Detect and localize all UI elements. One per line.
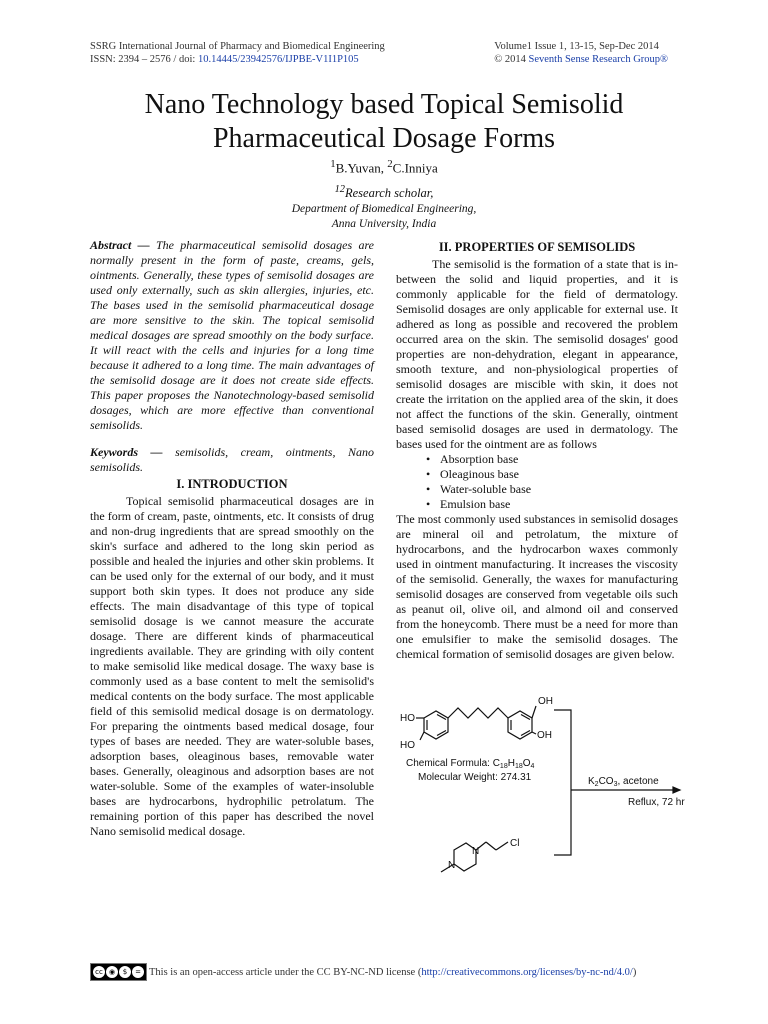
hydroxyl-label: OH [538, 696, 553, 707]
copyright: © 2014 Seventh Sense Research Group® [494, 54, 668, 65]
license-footer: cc ◉ $ = This is an open-access article under the CC BY-NC-ND license ( http://creativecommons.org/licenses/by-nc-nd/4.0/ ) [90, 963, 636, 981]
list-item: • Oleaginous base [426, 467, 678, 482]
left-benzene-ring [424, 711, 448, 739]
bases-list [396, 452, 678, 512]
chlorine-label: Cl [510, 838, 520, 849]
authors: $^1$B.Yuvan, $^2$C.Inniya [330, 158, 438, 176]
volume-info: Volume1 Issue 1, 13-15, Sep-Dec 2014 [494, 41, 659, 52]
license-link[interactable]: http://creativecommons.org/licenses/by-nc-nd/4.0/ [421, 966, 633, 978]
abstract: Abstract — The pharmaceutical semisolid dosages are normally present in the form of paste, creams, gels, ointments. Generally, these types of semisolid dosages are used only externally, such as skin allergies, injuries, etc. The bases used in the semisolid pharmaceutical dosage are more sensitive to the skin. The topical semisolid medical dosages are spread smoothly on the body surface. It will react with the cells and injuries for a long time because it adhered to a long time. The main advantages of the semisolid dosage are it does not create side effects. This paper proposes the Nanotechnology-based semisolid dosages, which are more effective than conventional semisolids. [90, 238, 374, 432]
nitrogen-label: N [448, 860, 456, 871]
running-header-left [90, 40, 385, 66]
doi-link[interactable]: 10.14445/23942576/IJPBE-V1I1P105 [197, 54, 359, 65]
publisher-link[interactable]: Seventh Sense Research Group® [528, 54, 668, 65]
chemical-reaction-scheme [396, 690, 686, 890]
alkyl-chain [448, 708, 508, 718]
right-benzene-ring [508, 711, 532, 739]
molecular-weight: Molecular Weight: 274.31 [418, 772, 532, 783]
hydroxyl-label: OH [537, 730, 552, 741]
paper-title: Nano Technology based Topical Semisolid Pharmaceutical Dosage Forms [144, 89, 624, 154]
keywords: Keywords — semisolids, cream, ointments, Nano semisolids. [90, 445, 375, 474]
section-heading-properties: II. PROPERTIES OF SEMISOLIDS [438, 240, 636, 254]
nitrogen-label: N [472, 846, 480, 857]
reagent-label: $K_2CO_3$, acetone [588, 776, 659, 788]
cc-license-icon[interactable]: cc ◉ $ = [90, 963, 147, 981]
properties-paragraph-2: The most commonly used substances in semisolid dosages are mineral oil and petrolatum, the mixture of hydrocarbons, and the hydrocarbon waxes commonly used in ointment manufacturing. It increases the viscosity of the semisolid. Generally, the waxes for manufacturing semisolid dosages are conserved from vegetable oils such as peanut oil, olive oil, and almond oil and conserved from the honeycomb. There must be a need for more than one emulsifier to make the semisolid dosages. The chemical formation of semisolid dosages are given below. [396, 512, 678, 661]
list-item: • Water-soluble base [426, 482, 678, 497]
nc-icon: $ [119, 966, 131, 978]
list-item: • Emulsion base [426, 497, 678, 512]
list-item: • Absorption base [426, 452, 678, 467]
chemical-formula: Chemical Formula: $C_{18}H_{18}O_4$ [406, 758, 535, 770]
reaction-condition: Reflux, 72 hr [628, 797, 685, 808]
affiliation-role: $^{12}$Research scholar, [334, 184, 434, 201]
left-column [90, 238, 374, 839]
running-header-right [494, 40, 668, 66]
by-icon: ◉ [106, 966, 118, 978]
reaction-bracket [554, 710, 571, 855]
properties-paragraph-1: The semisolid is the formation of a state that is in-between the solid and liquid properties, and it is commonly applicable for the field of dermatology. Semisolid dosages are only applicable for external use. It adhered as long as possible and recovered the problem occurred area on the skin. The semisolid dosages' good properties are non-dehydration, elegant in appearance, smooth texture, and non-physiological properties of semisolid dosages are miscible with skin, it does not create the irritation on the applied area of the skin, it does not affect the functions of the skin. Generally, ointment based semisolid dosages are used in dermatology. The bases used for the ointment are as follows [396, 257, 678, 451]
affiliation-institution: Department of Biomedical Engineering, Anna University, India [291, 203, 477, 230]
journal-name: SSRG International Journal of Pharmacy and Biomedical Engineering [90, 41, 385, 52]
right-column [396, 238, 678, 662]
introduction-text: Topical semisolid pharmaceutical dosages are in the form of cream, paste, ointments, etc. It consists of drug and non-drug ingredients that are spread smoothly on the skin's surface and adhered to the long skin period as possible and healed the injuries and other skin problems. It can be used only for the external of our body, and it must support both skin types. It does not produce any side effects. The main disadvantage of this type of topical semisolid dosage is we cannot measure the accurate dosage. There are different kinds of pharmaceutical ingredients available. They are grinding with oily content to make semisolid like medical dosage. The waxy base is commonly used as a base content to melt the semisolid's medical contents on the body surface. The most applicable field of this semisolid medical dosage is on dermatology. For preparing the ointments based medical dosage, four types of bases are needed. They are water-soluble bases, adsorption bases, oleaginous bases, removable water bases. Generally, oleaginous and adsorption bases are not water-soluble. Some of the examples of water-insoluble bases are hydrocarbons, hydrophilic petrolatum. The remaining portion of this paper has described the novel Nano semisolid medical dosage. [90, 494, 374, 838]
hydroxyl-label: HO [400, 713, 415, 724]
section-heading-introduction: I. INTRODUCTION [176, 477, 288, 491]
issn-doi: ISSN: 2394 – 2576 / doi: 10.14445/23942576/IJPBE-V1I1P105 [90, 54, 359, 65]
nd-icon: = [132, 966, 144, 978]
hydroxyl-label: HO [400, 740, 415, 751]
